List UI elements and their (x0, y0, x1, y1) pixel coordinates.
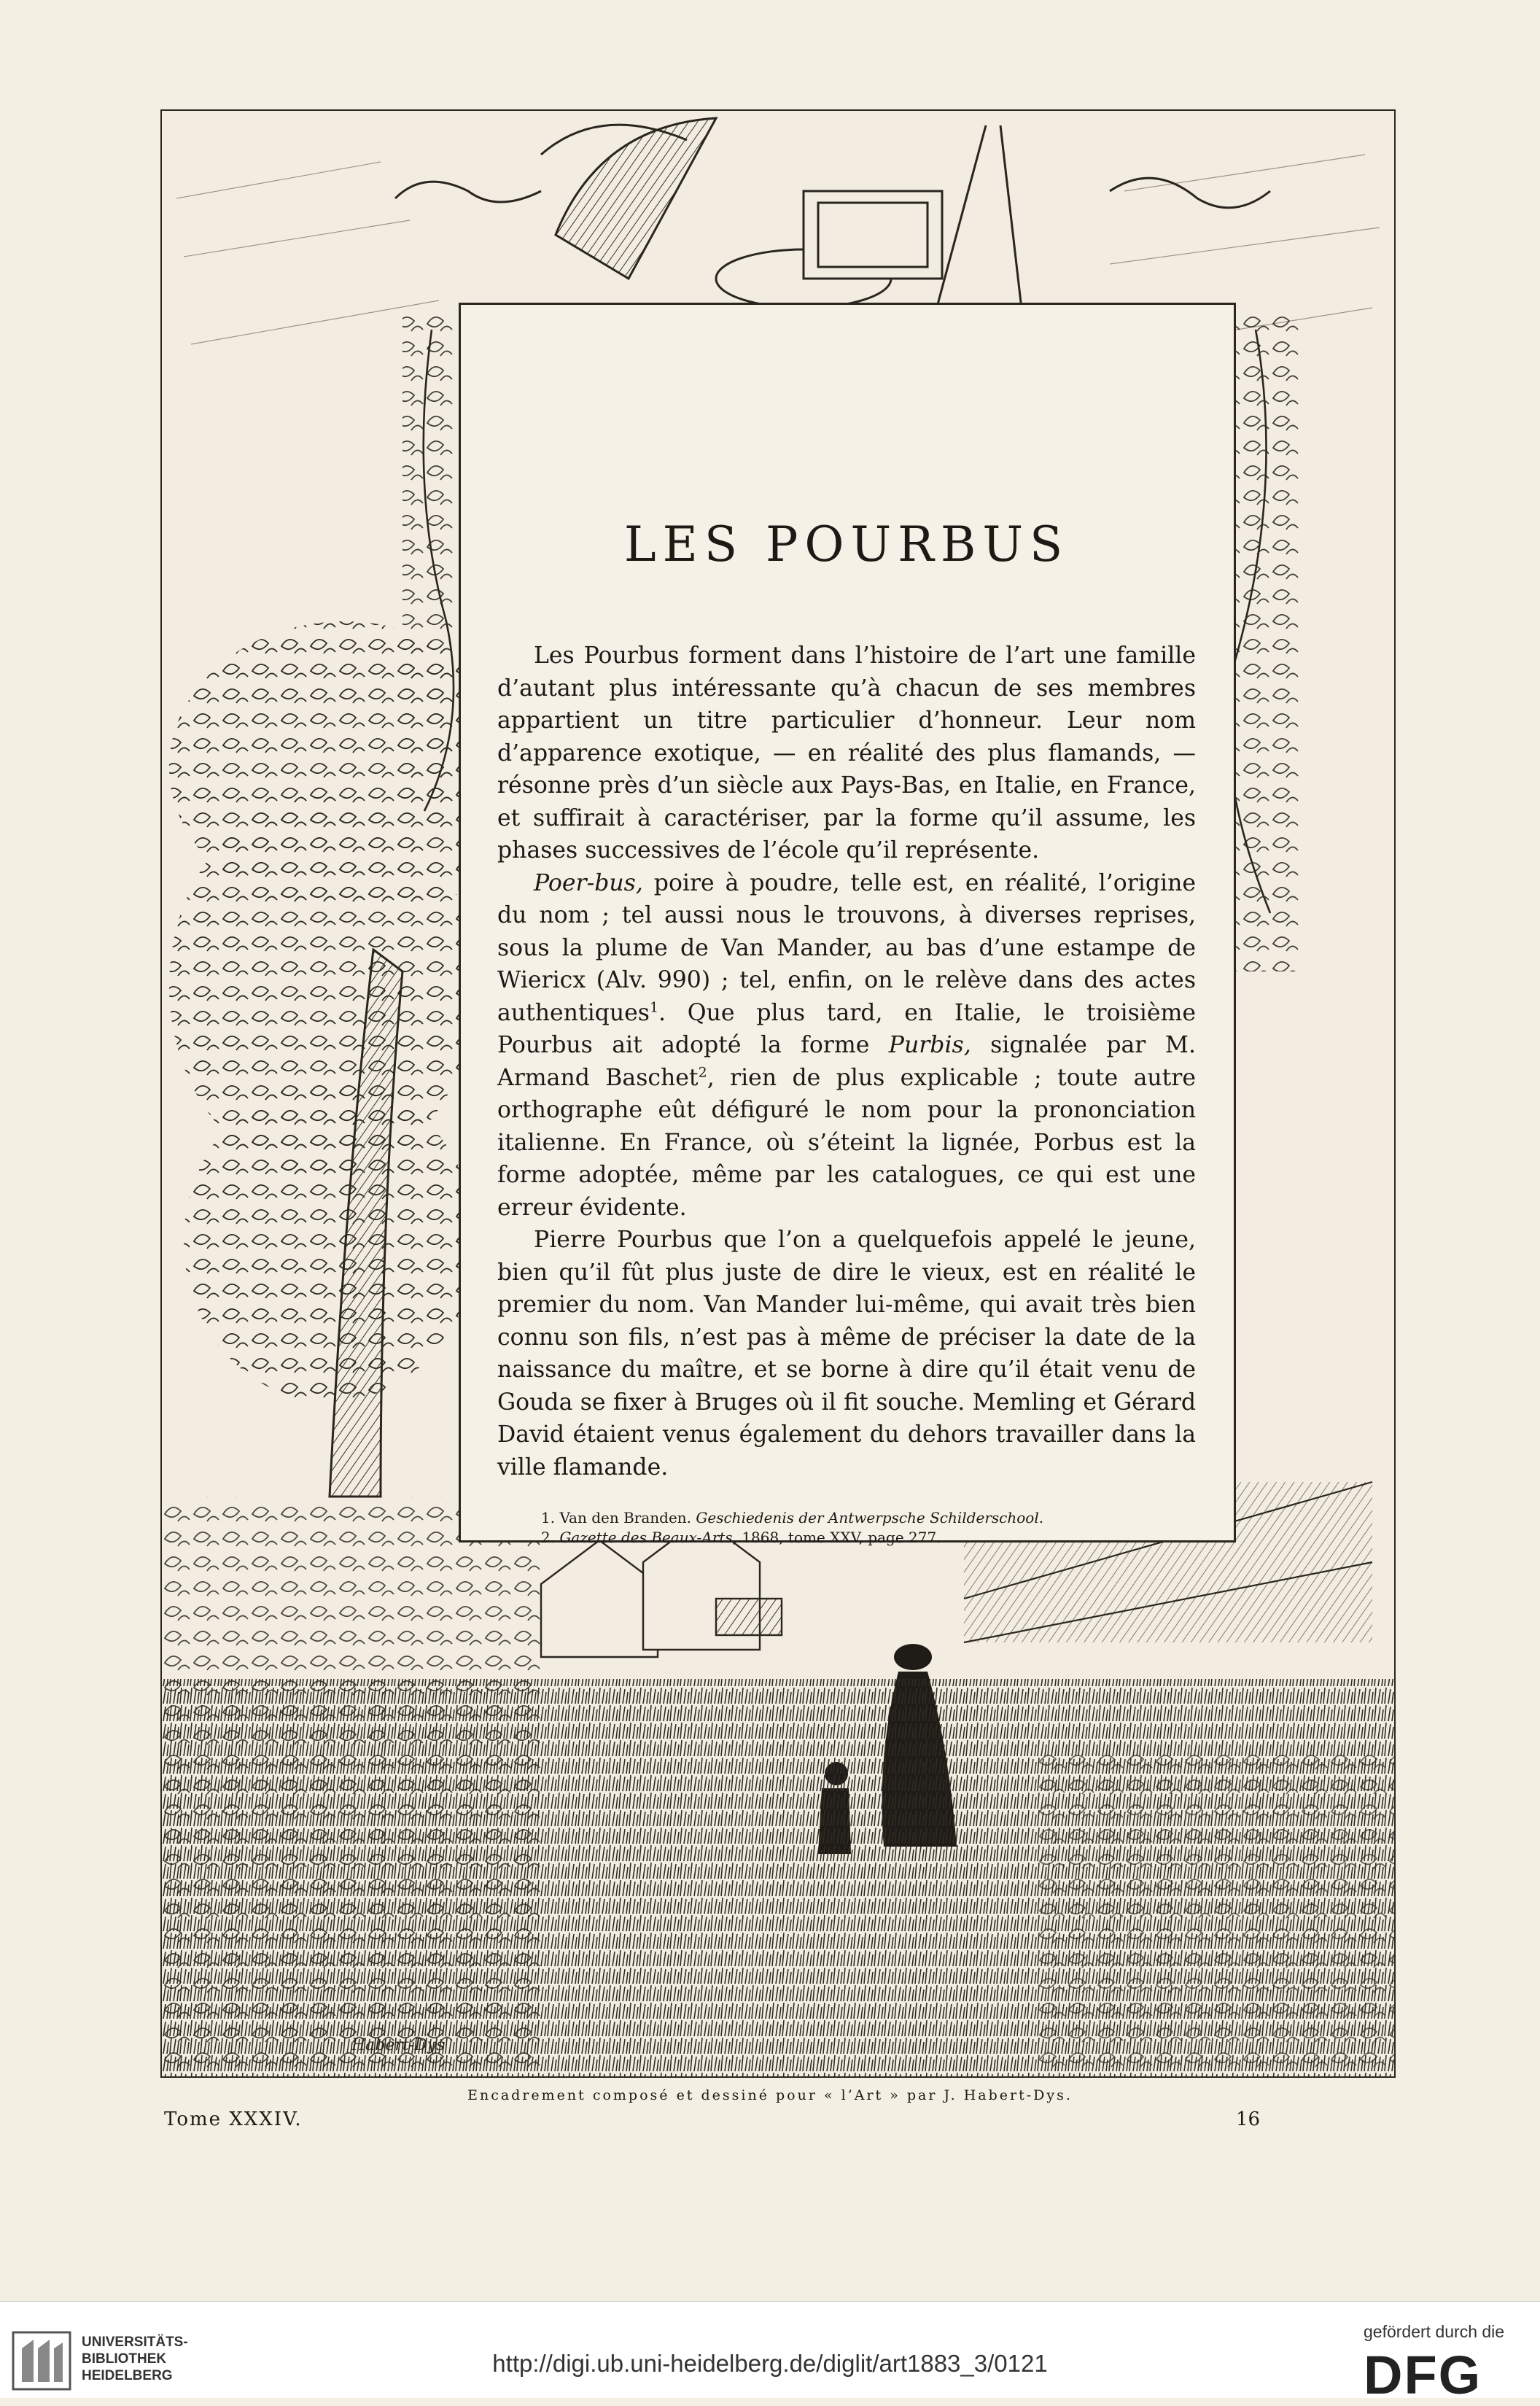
footnote-2-italic: Gazette des Beaux-Arts, (559, 1529, 737, 1546)
palette-and-parasol-ornament (395, 118, 1270, 315)
paragraph-1: Les Pourbus forment dans l’histoire de l’art une famille d’autant plus intéressante qu’à chacun de ses membres appartient un titre particulier d’honneur. Leur nom d’apparence exotique, — en réalité des plus flamands, — résonne près d’un siècle aux Pays-Bas, en Italie, en France, et suffirait à caractériser, par la forme qu’il assume, les phases successives de l’école qu’il représente. (497, 643, 1196, 864)
article-title: LES POURBUS (623, 516, 1070, 573)
footnote-1 (541, 1508, 1196, 1528)
paragraph-2-italic-purbis: Purbis, (888, 1032, 971, 1058)
digital-copy-url-link[interactable]: http://digi.ub.uni-heidelberg.de/diglit/art1883_3/0121 (492, 2350, 1048, 2377)
paragraph-2 (497, 867, 1196, 1225)
library-line-3: HEIDELBERG (82, 2368, 173, 2383)
dfg-logo: DFG (1364, 2345, 1482, 2405)
digitization-footer (0, 2301, 1540, 2405)
volume-label: Tome XXXIV. (164, 2108, 303, 2130)
page-number: 16 (1236, 2108, 1261, 2130)
article-panel (459, 303, 1236, 1546)
footnote-2-text: 1868, tome XXV, page 277. (742, 1529, 941, 1546)
library-line-1: UNIVERSITÄTS- (82, 2335, 188, 2350)
footnote-1-number: 1. (541, 1509, 556, 1526)
paragraph-2-text-a: poire à poudre, telle est, en réalité, l’origine du nom ; tel aussi nous le trouvons, à diverses reprises, sous la plume de Van Mander, au bas d’une estampe de Wiericx (Alv. 990) ; tel, enfin, on le relève dans des actes authentiques (497, 869, 1196, 1026)
footnote-2 (541, 1528, 1196, 1548)
library-line-2: BIBLIOTHEK (82, 2351, 167, 2367)
paragraph-2-text-b: . Que plus tard, en Italie, le troisième Pourbus ait adopté la forme (497, 999, 1196, 1058)
artist-signature: Habert-Dys (351, 2036, 445, 2054)
illustration-caption: Encadrement composé et dessiné pour « l’Art » par J. Habert-Dys. (467, 2087, 1073, 2103)
paragraph-3: Pierre Pourbus que l’on a quelquefois appelé le jeune, bien qu’il fût plus juste de dire le vieux, est en réalité le premier du nom. Van Mander lui-même, qui avait très bien connu son fils, n’est pas à même de préciser la date de la naissance du maître, et se borne à dire qu’il était venu de Gouda se fixer à Bruges où il fit souche. Memling et Gérard David étaient venus également du dehors travailler dans la ville flamande. (497, 1227, 1196, 1481)
paragraph-2-italic-lead: Poer-bus, (534, 869, 643, 896)
paragraph-2-text-c: signalée par M. Armand Baschet (497, 1032, 1196, 1091)
footnote-2-number: 2. (541, 1529, 556, 1546)
article-body (497, 640, 1196, 1483)
footnote-ref-2: 2 (698, 1064, 707, 1080)
funding-label: gefördert durch die (1364, 2322, 1505, 2341)
paragraph-2-text-d: , rien de plus explicable ; toute autre orthographe eût défiguré le nom pour la prononciation italienne. En France, où s’éteint la lignée, Porbus est la forme adoptée, même par les catalogues, ce qui est une erreur évidente. (497, 1064, 1196, 1221)
footnotes (497, 1508, 1196, 1548)
footnote-ref-1: 1 (649, 999, 659, 1015)
footnote-1-text: Van den Branden. (559, 1509, 692, 1526)
footnote-1-italic: Geschiedenis der Antwerpsche Schilderschool. (696, 1509, 1044, 1526)
